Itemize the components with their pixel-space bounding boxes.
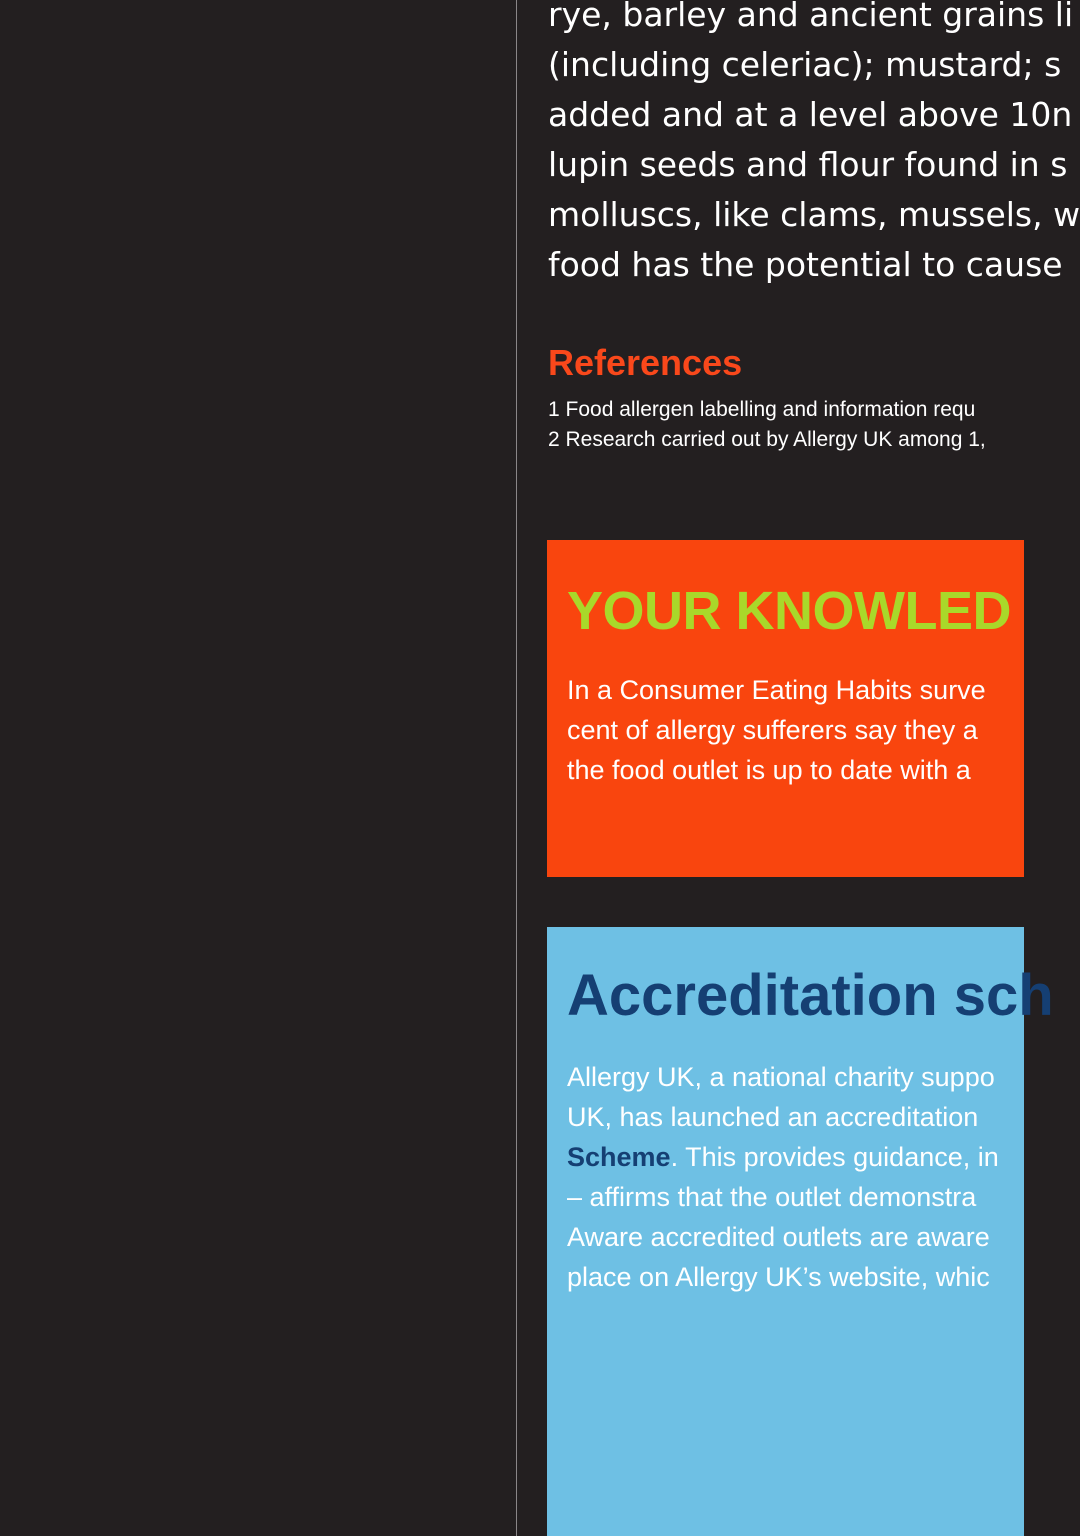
body-paragraph <box>548 0 1080 290</box>
knowledge-line: In a Consumer Eating Habits surve <box>567 675 986 705</box>
accreditation-callout-box <box>547 927 1054 1536</box>
knowledge-callout-text <box>567 670 986 790</box>
accreditation-line: Allergy UK, a national charity suppo <box>567 1062 995 1092</box>
body-line: added and at a level above 10n <box>548 95 1073 134</box>
accreditation-text <box>567 1057 999 1297</box>
body-line: rye, barley and ancient grains li <box>548 0 1074 34</box>
body-line: lupin seeds and flour found in s <box>548 145 1068 184</box>
accreditation-line: UK, has launched an accreditation <box>567 1102 979 1132</box>
reference-item: 1 Food allergen labelling and information requ <box>548 398 976 421</box>
knowledge-line: cent of allergy sufferers say they a <box>567 715 978 745</box>
knowledge-callout-box <box>547 540 1024 877</box>
references-heading: References <box>548 342 743 383</box>
body-line: molluscs, like clams, mussels, w <box>548 195 1080 234</box>
reference-item: 2 Research carried out by Allergy UK among 1, <box>548 428 986 451</box>
body-line: food has the potential to cause <box>548 245 1063 284</box>
body-line: (including celeriac); mustard; s <box>548 45 1062 84</box>
page-fold-divider <box>516 0 517 1536</box>
accreditation-title: Accreditation sch <box>567 963 1054 1028</box>
accreditation-line-rest: . This provides guidance, in <box>670 1142 999 1172</box>
accreditation-line <box>567 1137 999 1177</box>
accreditation-line: Aware accredited outlets are aware <box>567 1222 990 1252</box>
scheme-highlight-link[interactable]: Scheme <box>567 1142 671 1172</box>
accreditation-line: – affirms that the outlet demonstra <box>567 1182 977 1212</box>
references-list <box>548 395 986 455</box>
knowledge-line: the food outlet is up to date with a <box>567 755 971 785</box>
knowledge-callout-title: YOUR KNOWLED <box>567 581 1011 641</box>
accreditation-line: place on Allergy UK’s website, whic <box>567 1262 990 1292</box>
